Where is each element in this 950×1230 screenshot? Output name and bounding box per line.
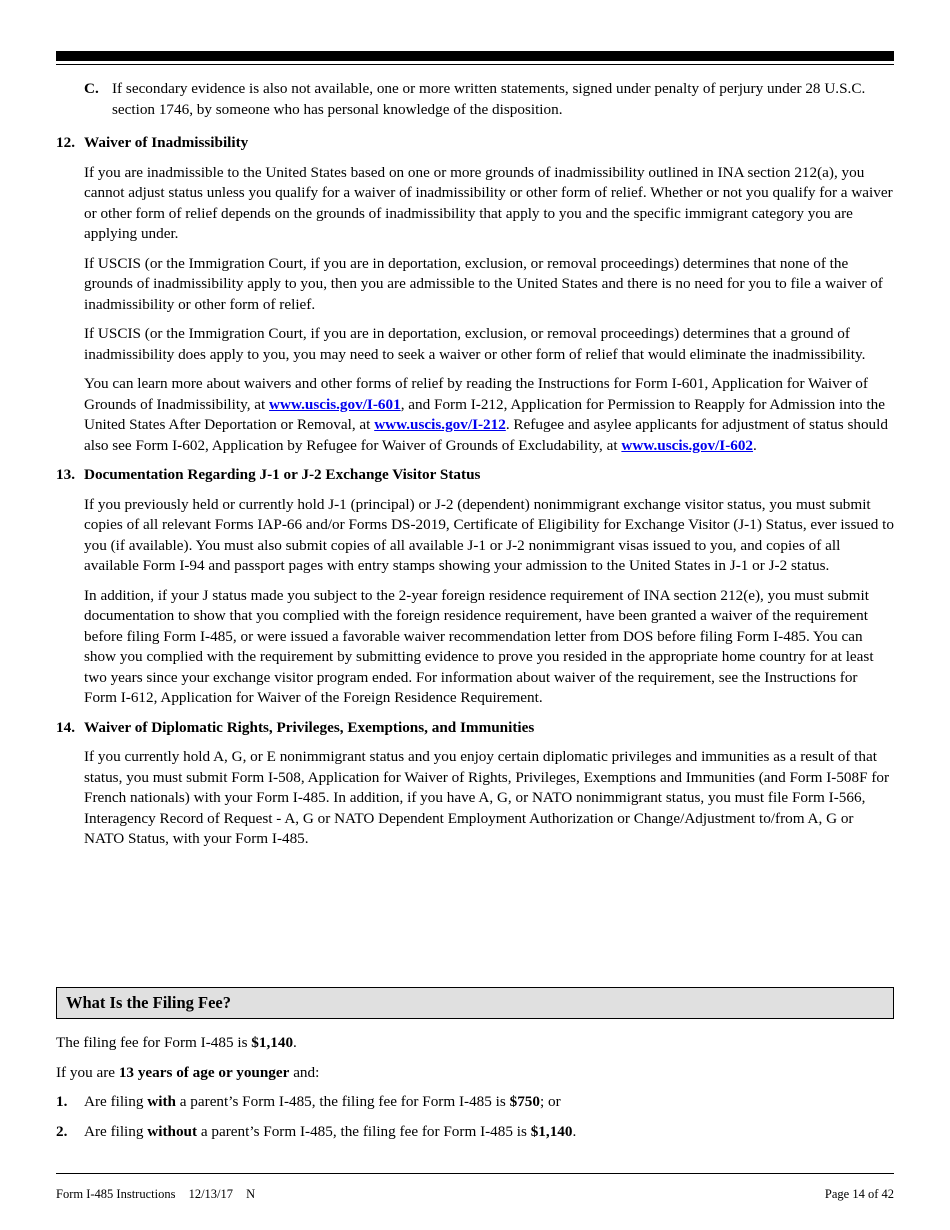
section-number: 12.	[56, 134, 75, 151]
paragraph: If you previously held or currently hold J-1 (principal) or J-2 (dependent) nonimmigrant exchange visitor status, you must submit copies of all relevant Forms IAP-66 and/or Forms DS-2019, Certificate of Eligibility for Exchange Visitor (J-1) Status, ever issued to you (if available). You must also submit copies of all available J-1 or J-2 nonimmigrant visas issued to you, and copies of all available Form I-94 and passport pages with entry stamps showing your admission to the United States in J-1 or J-2 status.	[84, 495, 894, 574]
subitem-label: C.	[84, 80, 99, 97]
item-number: 1.	[56, 1093, 68, 1110]
fee-list-item	[56, 1092, 894, 1113]
item-number: 2.	[56, 1122, 68, 1140]
section-number: 13.	[56, 466, 75, 483]
text: .	[293, 1034, 297, 1051]
filing-fee-heading-box	[56, 987, 894, 1019]
subitem-c	[84, 79, 894, 120]
fee-amount: $750	[509, 1093, 540, 1110]
text: The filing fee for Form I-485 is	[56, 1034, 252, 1051]
fee-amount: $1,140	[251, 1034, 294, 1051]
link-i212[interactable]: www.uscis.gov/I-212	[374, 416, 506, 433]
link-i602[interactable]: www.uscis.gov/I-602	[621, 436, 754, 454]
text: a parent’s Form I-485, the filing fee for Form I-485 is	[175, 1093, 510, 1110]
text: and:	[289, 1063, 320, 1081]
section-heading	[56, 718, 894, 739]
paragraph: If USCIS (or the Immigration Court, if you are in deportation, exclusion, or removal proceedings) determines that a ground of inadmissibility does apply to you, you may need to seek a waiver or other form of relief that would eliminate the inadmissibility.	[84, 325, 866, 363]
fee-list-item	[56, 1122, 894, 1143]
subitem-text: If secondary evidence is also not available, one or more written statements, signed under penalty of perjury under 28 U.S.C. section 1746, by someone who has personal knowledge of the disposition.	[112, 80, 866, 118]
text: ; or	[539, 1093, 561, 1110]
paragraph-with-links	[84, 374, 894, 456]
section-title: Waiver of Inadmissibility	[84, 134, 249, 151]
paragraph: In addition, if your J status made you subject to the 2-year foreign residence requirement of INA section 212(e), you must submit documentation to show that you complied with the foreign residence requirement, have been granted a waiver of the requirement before filing Form I-485, or were issued a favorable waiver recommendation letter from DOS before filing Form I-485. You can show you complied with the requirement by submitting evidence to prove you resided in the appropriate home country for at least two years since your exchange visitor program ended. For information about waiver of the requirement, see the Instructions for Form I-612, Application for Waiver of the Foreign Residence Requirement.	[84, 586, 874, 706]
section-12	[56, 133, 894, 456]
footer-form-info	[56, 1184, 265, 1205]
link-i601[interactable]: www.uscis.gov/I-601	[269, 395, 401, 413]
footer-form-name: Form I-485 Instructions	[56, 1187, 176, 1201]
section-heading	[56, 133, 894, 154]
header-thin-rule	[56, 64, 894, 65]
text: . Refugee and asylee applicants for adjustment of status should also see Form I-602, Application by Refugee for Waiver of Grounds of Excludability, at	[84, 416, 888, 454]
item-text	[84, 1092, 561, 1113]
paragraph: If you are inadmissible to the United States based on one or more grounds of inadmissibility outlined in INA section 212(a), you cannot adjust status unless you qualify for a waiver of inadmissibility or other form of relief. Whether or not you qualify for a waiver or other form of relief depends on the grounds of inadmissibility that apply to you and the specific immigrant category you are applying under.	[84, 163, 893, 242]
text: If you are	[56, 1063, 119, 1081]
bold-text: without	[147, 1122, 198, 1140]
text: Are filing	[84, 1093, 148, 1110]
age-bold: 13 years of age or younger	[118, 1063, 290, 1081]
text: Are filing	[84, 1122, 148, 1140]
paragraph: If USCIS (or the Immigration Court, if you are in deportation, exclusion, or removal proceedings) determines that none of the grounds of inadmissibility apply to you, then you are admissible to the United States and there is no need for you to file a waiver of inadmissibility or other form of relief.	[84, 254, 883, 313]
instructions-body	[56, 79, 894, 859]
filing-fee-body	[56, 1033, 894, 1151]
section-title: Waiver of Diplomatic Rights, Privileges, Exemptions, and Immunities	[84, 718, 535, 736]
section-13	[56, 465, 894, 709]
filing-fee-title: What Is the Filing Fee?	[66, 993, 231, 1012]
text: You can learn more about waivers and other forms of relief by reading the Instructions for Form I-601, Application for Waiver of Grounds of Inadmissibility, at	[84, 375, 868, 413]
age-condition	[56, 1063, 894, 1084]
bold-text: with	[147, 1093, 176, 1110]
section-title: Documentation Regarding J-1 or J-2 Exchange Visitor Status	[84, 466, 481, 483]
text: a parent’s Form I-485, the filing fee for Form I-485 is	[197, 1122, 531, 1140]
paragraph: If you currently hold A, G, or E nonimmigrant status and you enjoy certain diplomatic privileges and immunities as a result of that status, you must submit Form I-508, Application for Waiver of Rights, Privileges, Exemptions and Immunities (and Form I-508F for French nationals) with your Form I-485. In addition, if you have A, G, or NATO nonimmigrant status, you must file Form I-566, Interagency Record of Request - A, G or NATO Dependent Employment Authorization or Change/Adjustment to/from A, G or NATO Status, with your Form I-485.	[84, 748, 890, 847]
section-14	[56, 718, 894, 850]
text: .	[572, 1122, 577, 1140]
item-text	[84, 1122, 576, 1143]
footer-rule	[56, 1173, 894, 1174]
text: , and Form I-212, Application for Permission to Reapply for Admission into the United States After Deportation or Removal, at	[84, 395, 885, 433]
page-number: Page 14 of 42	[824, 1187, 894, 1201]
text: .	[753, 436, 757, 454]
section-heading	[56, 465, 894, 486]
footer-edition: N	[246, 1187, 256, 1201]
page-footer	[56, 1184, 894, 1205]
fee-amount: $1,140	[530, 1122, 573, 1140]
header-thick-rule	[56, 51, 894, 61]
section-number: 14.	[56, 718, 75, 736]
footer-date: 12/13/17	[188, 1187, 234, 1201]
fee-intro	[56, 1033, 894, 1054]
